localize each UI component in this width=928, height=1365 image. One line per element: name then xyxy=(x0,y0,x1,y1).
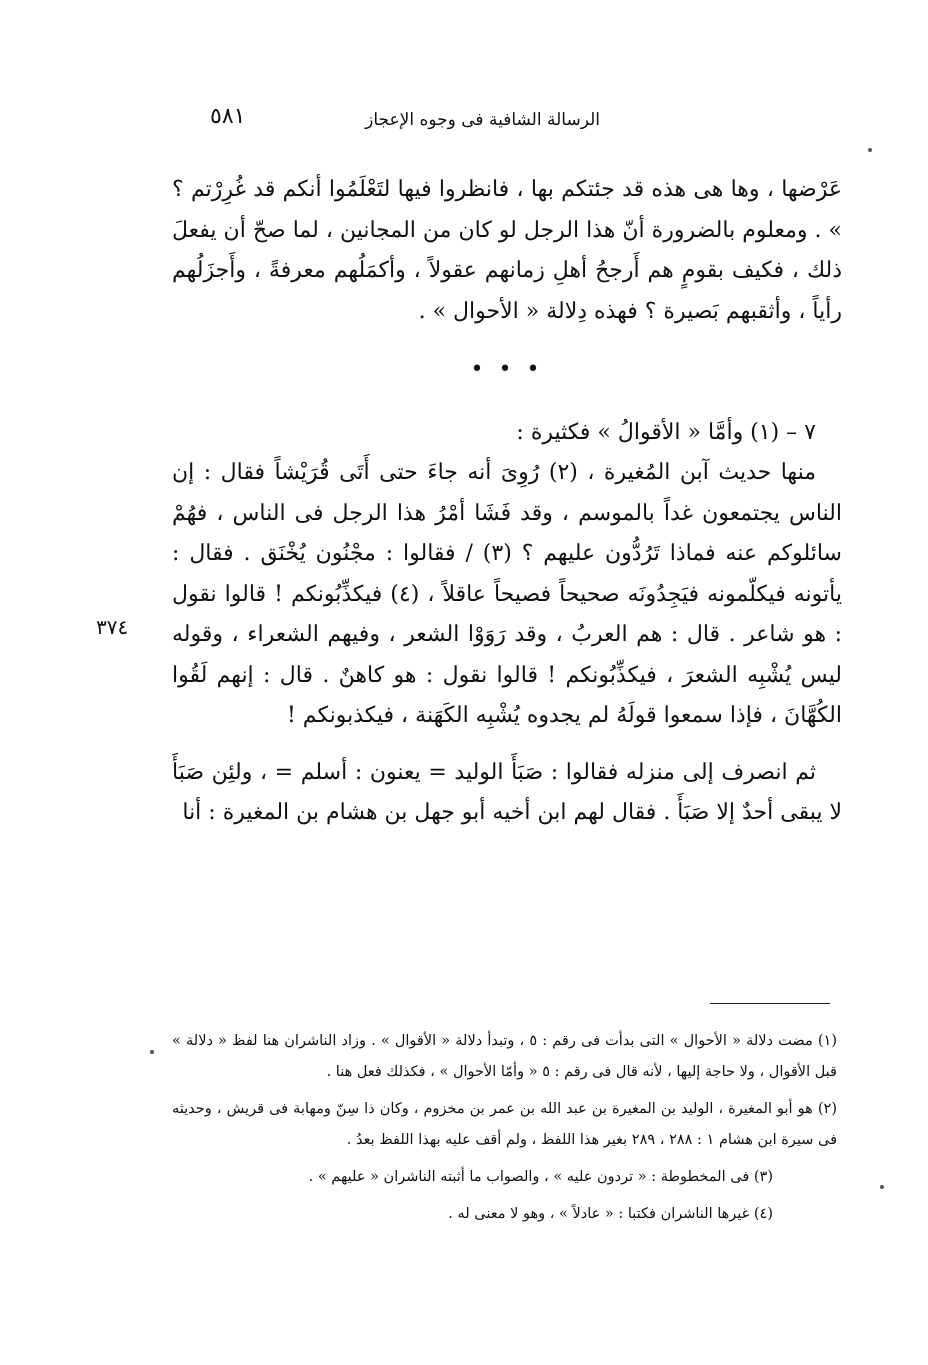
paragraph-2: منها حديث آبن المُغيرة ، (٢) رُوِىَ أنه جاءَ حتى أَتَى قُرَيْشاً فقال : إن الناس يجتمعون غداً بالموسم ، وقد فَشَا أمْرُ هذا الرجل فى الناس ، فهُمْ سائلوكم عنه فماذا تَرُدُّون عليهم ؟ (٣) / فقالوا : مجْنُون يُخْنَق . فقال : يأتونه فيكلّمونه فيَجِدُونَه صحيحاً فصيحاً عاقلاً ، (٤) فيكذِّبُونكم ! قالوا نقول : هو شاعر . قال : هم العربُ ، وقد رَوَوْا الشعر ، وفيهم الشعراء ، وقوله ليس يُشْبِه الشعرَ ، فيكذِّبُونكم ! قالوا نقول : هو كاهنٌ . قال : إنهم لَقُوا الكُهَّانَ ، فإذا سمعوا قولَهُ لم يجدوه يُشْبِه الكَهَنة ، فيكذبونكم ! xyxy=(172,460,842,728)
footnotes xyxy=(172,1026,837,1236)
scan-speck xyxy=(880,1185,884,1189)
running-header xyxy=(180,104,640,138)
footnote-2: (٢) هو أبو المغيرة ، الوليد بن المغيرة بن عبد الله بن عمر بن مخزوم ، وكان ذا سِنّ ومهابة فى قريش ، وحديثه فى سيرة ابن هشام ١ : ٢٨٨ ، ٢٨٩ بغير هذا اللفظ ، ولم أقف عليه بهذا اللفظ بعدُ . xyxy=(172,1101,837,1148)
running-title: الرسالة الشافية فى وجوه الإعجاز xyxy=(365,110,600,130)
manuscript-folio-number: ٣٧٤ xyxy=(96,615,129,639)
section-separator: • • • xyxy=(470,357,544,382)
main-text xyxy=(172,170,842,834)
scan-speck xyxy=(868,148,872,152)
scan-speck xyxy=(150,1050,154,1054)
footnote-4: (٤) غيرها الناشران فكتبا : « عادلاً » ، وهو لا معنى له . xyxy=(448,1206,773,1222)
paragraph-3: ثم انصرف إلى منزله فقالوا : صَبَأَ الوليد = يعنون : أسلم = ، ولئِن صَبَأَ لا يبقى أحدٌ إلا صَبَأَ . فقال لهم ابن أخيه أبو جهل بن هشام بن المغيرة : أنا xyxy=(172,759,842,825)
paragraph-1: عَرْضها ، وها هى هذه قد جئتكم بها ، فانظروا فيها لتَعْلَمُوا أنكم قد غُرِرْتم ؟ » . ومعلوم بالضرورة أنّ هذا الرجل لو كان من المجانين ، لما صحّ أن يفعلَ ذلك ، فكيف بقومٍ هم أَرجحُ أهلِ زمانهم عقولاً ، وأكمَلُهم معرفةً ، وأَجزَلُهم رأياً ، وأثقبهم بَصيرة ؟ فهذه دِلالة « الأحوال » . xyxy=(172,177,842,324)
page-number: ٥٨١ xyxy=(210,104,246,129)
section-heading: ٧ – (١) وأمَّا « الأقوالُ » فكثيرة : xyxy=(516,419,816,445)
footnote-rule xyxy=(710,1003,830,1004)
footnote-1: (١) مضت دلالة « الأحوال » التى بدأت فى رقم : ٥ ، وتبدأ دلالة « الأقوال » . وزاد الناشران هنا لفظ « دلالة » قبل الأقوال ، ولا حاجة إليها ، لأنه قال فى رقم : ٥ « وأمّا الأحوال » ، فكذلك فعل هنا . xyxy=(172,1033,837,1080)
footnote-3: (٣) فى المخطوطة : « تردون عليه » ، والصواب ما أثبته الناشران « عليهم » . xyxy=(308,1169,773,1185)
